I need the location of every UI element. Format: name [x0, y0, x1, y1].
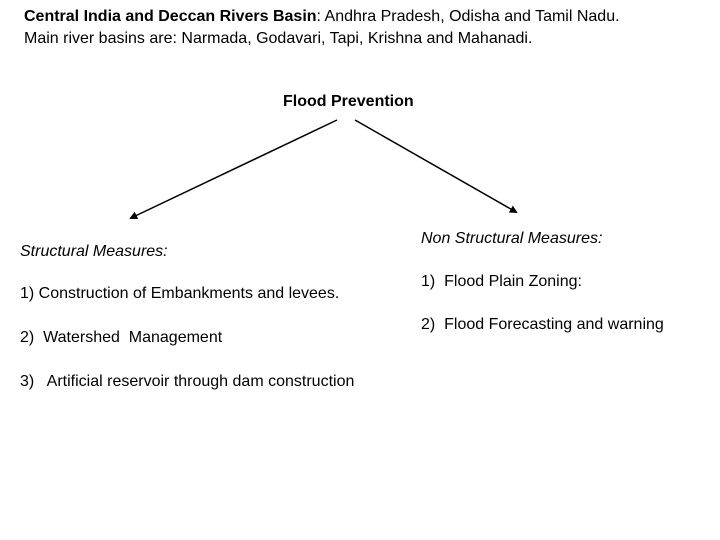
arrow-to-structural: [131, 120, 337, 218]
diagram-title: Flood Prevention: [283, 93, 414, 110]
non-structural-heading: Non Structural Measures:: [421, 230, 603, 247]
structural-heading: Structural Measures:: [20, 243, 168, 260]
non-structural-item-2: 2) Flood Forecasting and warning: [421, 316, 664, 333]
region-states: : Andhra Pradesh, Odisha and Tamil Nadu.: [316, 8, 620, 25]
structural-item-1: 1) Construction of Embankments and levees.: [20, 285, 340, 302]
structural-item-3: 3) Artificial reservoir through dam construction: [20, 373, 355, 390]
structural-item-2: 2) Watershed Management: [20, 329, 223, 346]
arrow-to-non-structural: [355, 120, 516, 212]
non-structural-item-1: 1) Flood Plain Zoning:: [421, 273, 582, 290]
intro-line-2: Main river basins are: Narmada, Godavari, Tapi, Krishna and Mahanadi.: [24, 30, 533, 47]
region-label: Central India and Deccan Rivers Basin: [24, 8, 317, 25]
